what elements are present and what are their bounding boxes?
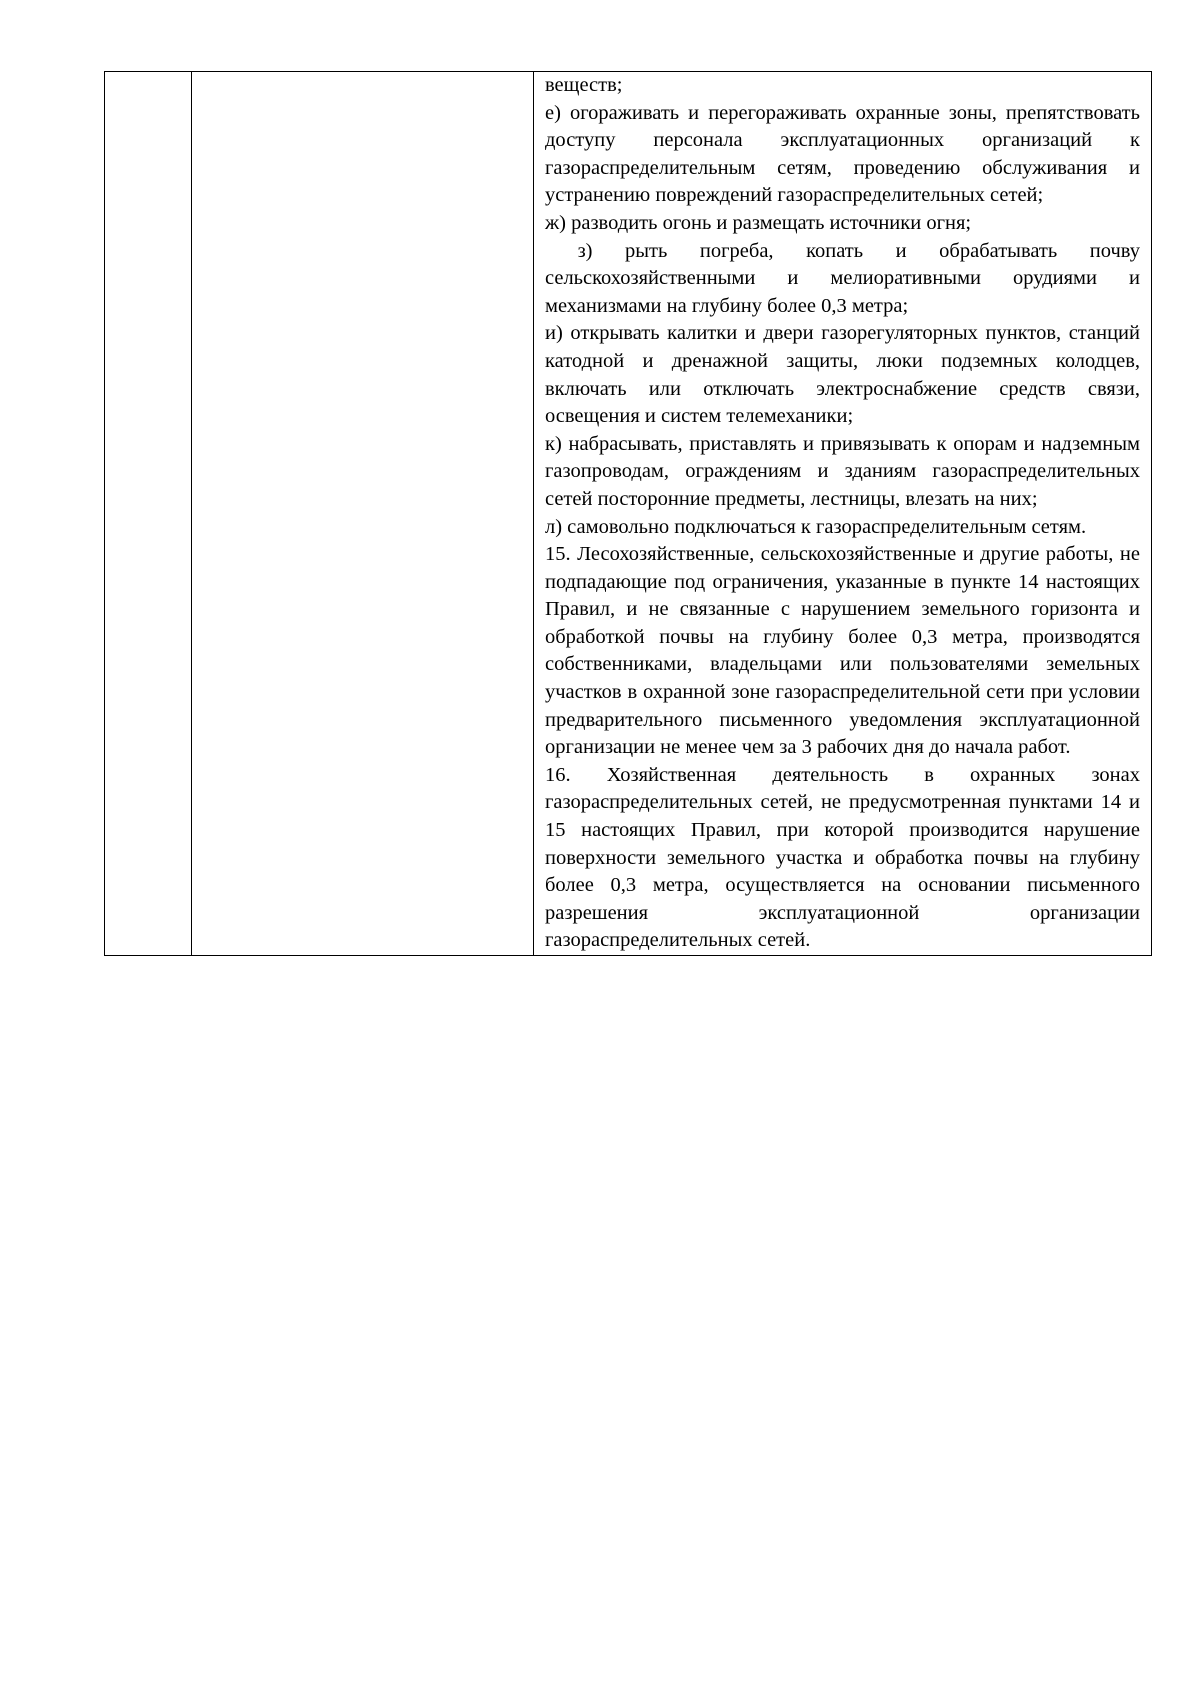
- table-row: [105, 72, 1152, 956]
- paragraph-item-zh: ж) разводить огонь и размещать источники огня;: [545, 211, 972, 234]
- cell-text: [534, 72, 1151, 955]
- paragraph-item-i: и) открывать калитки и двери газорегуляторных пунктов, станций катодной и дренажной защиты, люки подземных колодцев, включать или отключать электроснабжение средств связи, освещения и систем телемеханики;: [545, 322, 1140, 428]
- table-cell-number: [105, 72, 192, 956]
- paragraph-clause-16: 16. Хозяйственная деятельность в охранных зонах газораспределительных сетей, не предусмотренная пунктами 14 и 15 настоящих Правил, при которой производится нарушение поверхности земельного участка и обработка почвы на глубину более 0,3 метра, осуществляется на основании письменного разрешения эксплуатационной организации газораспределительных сетей.: [545, 763, 1140, 952]
- paragraph-continuation: веществ;: [545, 74, 623, 96]
- paragraph-item-l: л) самовольно подключаться к газораспределительным сетям.: [545, 515, 1087, 538]
- paragraph-item-k: к) набрасывать, приставлять и привязывать к опорам и надземным газопроводам, ограждениям и зданиям газораспределительных сетей посторонние предметы, лестницы, влезать на них;: [545, 432, 1140, 510]
- paragraph-item-z: з) рыть погреба, копать и обрабатывать почву сельскохозяйственными и мелиоративными орудиями и механизмами на глубину более 0,3 метра;: [545, 239, 1146, 317]
- paragraph-clause-15: 15. Лесохозяйственные, сельскохозяйственные и другие работы, не подпадающие под ограничения, указанные в пункте 14 настоящих Правил, и не связанные с нарушением земельного горизонта и обработкой почвы на глубину более 0,3 метра, производятся собственниками, владельцами или пользователями земельных участков в охранной зоне газораспределительной сети при условии предварительного письменного уведомления эксплуатационной организации не менее чем за 3 рабочих дня до начала работ.: [545, 543, 1140, 759]
- document-table: [104, 71, 1152, 956]
- table-cell-subject: [192, 72, 534, 956]
- paragraph-item-e: е) огораживать и перегораживать охранные зоны, препятствовать доступу персонала эксплуатационных организаций к газораспределительным сетям, проведению обслуживания и устранению повреждений газораспределительных сетей;: [545, 101, 1140, 207]
- table-cell-content: [534, 72, 1152, 956]
